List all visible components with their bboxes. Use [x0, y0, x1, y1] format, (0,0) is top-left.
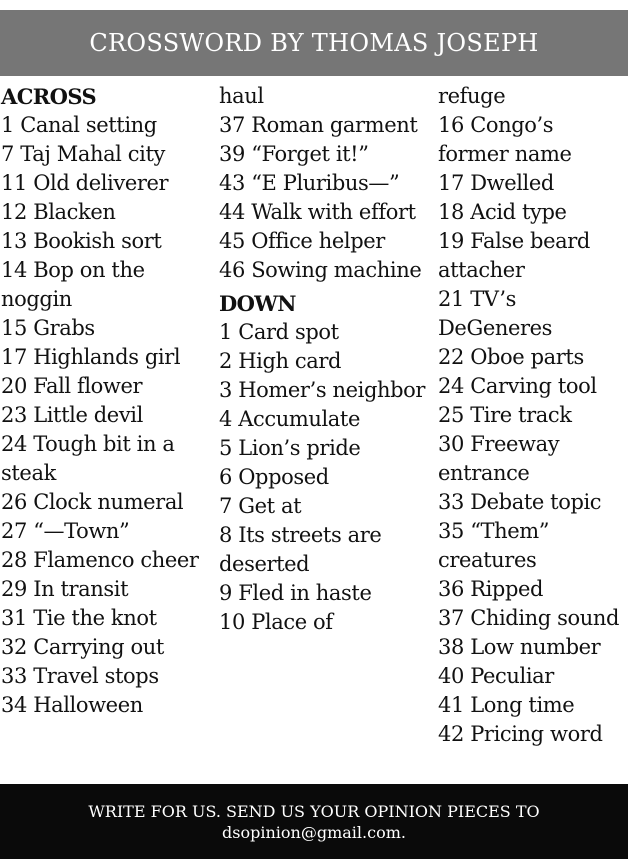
clue-item: 26 Clock numeral — [1, 490, 184, 514]
clue-item: 21 TV’s DeGeneres — [438, 287, 553, 340]
footer-line-1: WRITE FOR US. SEND US YOUR OPINION PIECES TO — [88, 801, 540, 821]
clue-item: 10 Place of — [219, 610, 333, 634]
clue-item: 43 “E Pluribus—” — [219, 171, 400, 195]
clue-item: 38 Low number — [438, 635, 601, 659]
clue-item: 2 High card — [219, 349, 342, 373]
title-bar — [0, 10, 628, 76]
clue-item: 19 False beard attacher — [438, 229, 590, 282]
clue-item: 22 Oboe parts — [438, 345, 584, 369]
section-heading: DOWN — [219, 291, 296, 316]
clue-item: 17 Dwelled — [438, 171, 554, 195]
clue-item: 30 Freeway entrance — [438, 432, 560, 485]
clue-item: 33 Debate topic — [438, 490, 602, 514]
clue-item: 33 Travel stops — [1, 664, 159, 688]
clue-item: 42 Pricing word — [438, 722, 603, 746]
section-heading: ACROSS — [1, 84, 97, 109]
clue-item: 36 Ripped — [438, 577, 544, 601]
clue-columns — [0, 82, 628, 772]
clue-item: 7 Taj Mahal city — [1, 142, 165, 166]
clue-item: refuge — [438, 84, 506, 108]
footer-banner — [0, 784, 628, 859]
clue-item: 3 Homer’s neighbor — [219, 378, 426, 402]
clue-item: 34 Halloween — [1, 693, 143, 717]
clue-item: 14 Bop on the noggin — [1, 258, 145, 311]
clue-item: 17 Highlands girl — [1, 345, 181, 369]
clue-item: 40 Peculiar — [438, 664, 554, 688]
clue-item: 25 Tire track — [438, 403, 572, 427]
clue-item: 9 Fled in haste — [219, 581, 372, 605]
clue-item: 27 “—Town” — [1, 519, 130, 543]
clue-item: 24 Carving tool — [438, 374, 597, 398]
clue-item: 7 Get at — [219, 494, 302, 518]
clue-item: 28 Flamenco cheer — [1, 548, 199, 572]
clue-item: 37 Roman garment — [219, 113, 418, 137]
clue-item: 32 Carrying out — [1, 635, 164, 659]
clue-item: 45 Office helper — [219, 229, 385, 253]
clue-column-1 — [1, 82, 213, 720]
footer-email: dsopinion@gmail.com. — [222, 822, 406, 842]
clue-item: 24 Tough bit in a steak — [1, 432, 175, 485]
clue-item: haul — [219, 84, 264, 108]
clue-item: 8 Its streets are deserted — [219, 523, 382, 576]
clue-item: 29 In transit — [1, 577, 129, 601]
clue-column-3 — [438, 82, 628, 749]
clue-item: 39 “Forget it!” — [219, 142, 369, 166]
clue-item: 12 Blacken — [1, 200, 116, 224]
clue-item: 37 Chiding sound — [438, 606, 620, 630]
clue-item: 4 Accumulate — [219, 407, 360, 431]
clue-item: 5 Lion’s pride — [219, 436, 361, 460]
clue-item: 6 Opposed — [219, 465, 329, 489]
clue-item: 11 Old deliverer — [1, 171, 169, 195]
clue-item: 16 Congo’s former name — [438, 113, 572, 166]
clue-item: 18 Acid type — [438, 200, 567, 224]
clue-item: 1 Card spot — [219, 320, 339, 344]
clue-item: 15 Grabs — [1, 316, 95, 340]
clue-item: 44 Walk with effort — [219, 200, 416, 224]
clue-item: 23 Little devil — [1, 403, 143, 427]
clue-item: 46 Sowing machine — [219, 258, 422, 282]
page-title: CROSSWORD BY THOMAS JOSEPH — [89, 29, 539, 57]
clue-item: 31 Tie the knot — [1, 606, 157, 630]
clue-column-2 — [219, 82, 431, 637]
clue-item: 20 Fall flower — [1, 374, 143, 398]
clue-item: 1 Canal setting — [1, 113, 157, 137]
clue-item: 41 Long time — [438, 693, 575, 717]
clue-item: 35 “Them” creatures — [438, 519, 550, 572]
clue-item: 13 Bookish sort — [1, 229, 162, 253]
